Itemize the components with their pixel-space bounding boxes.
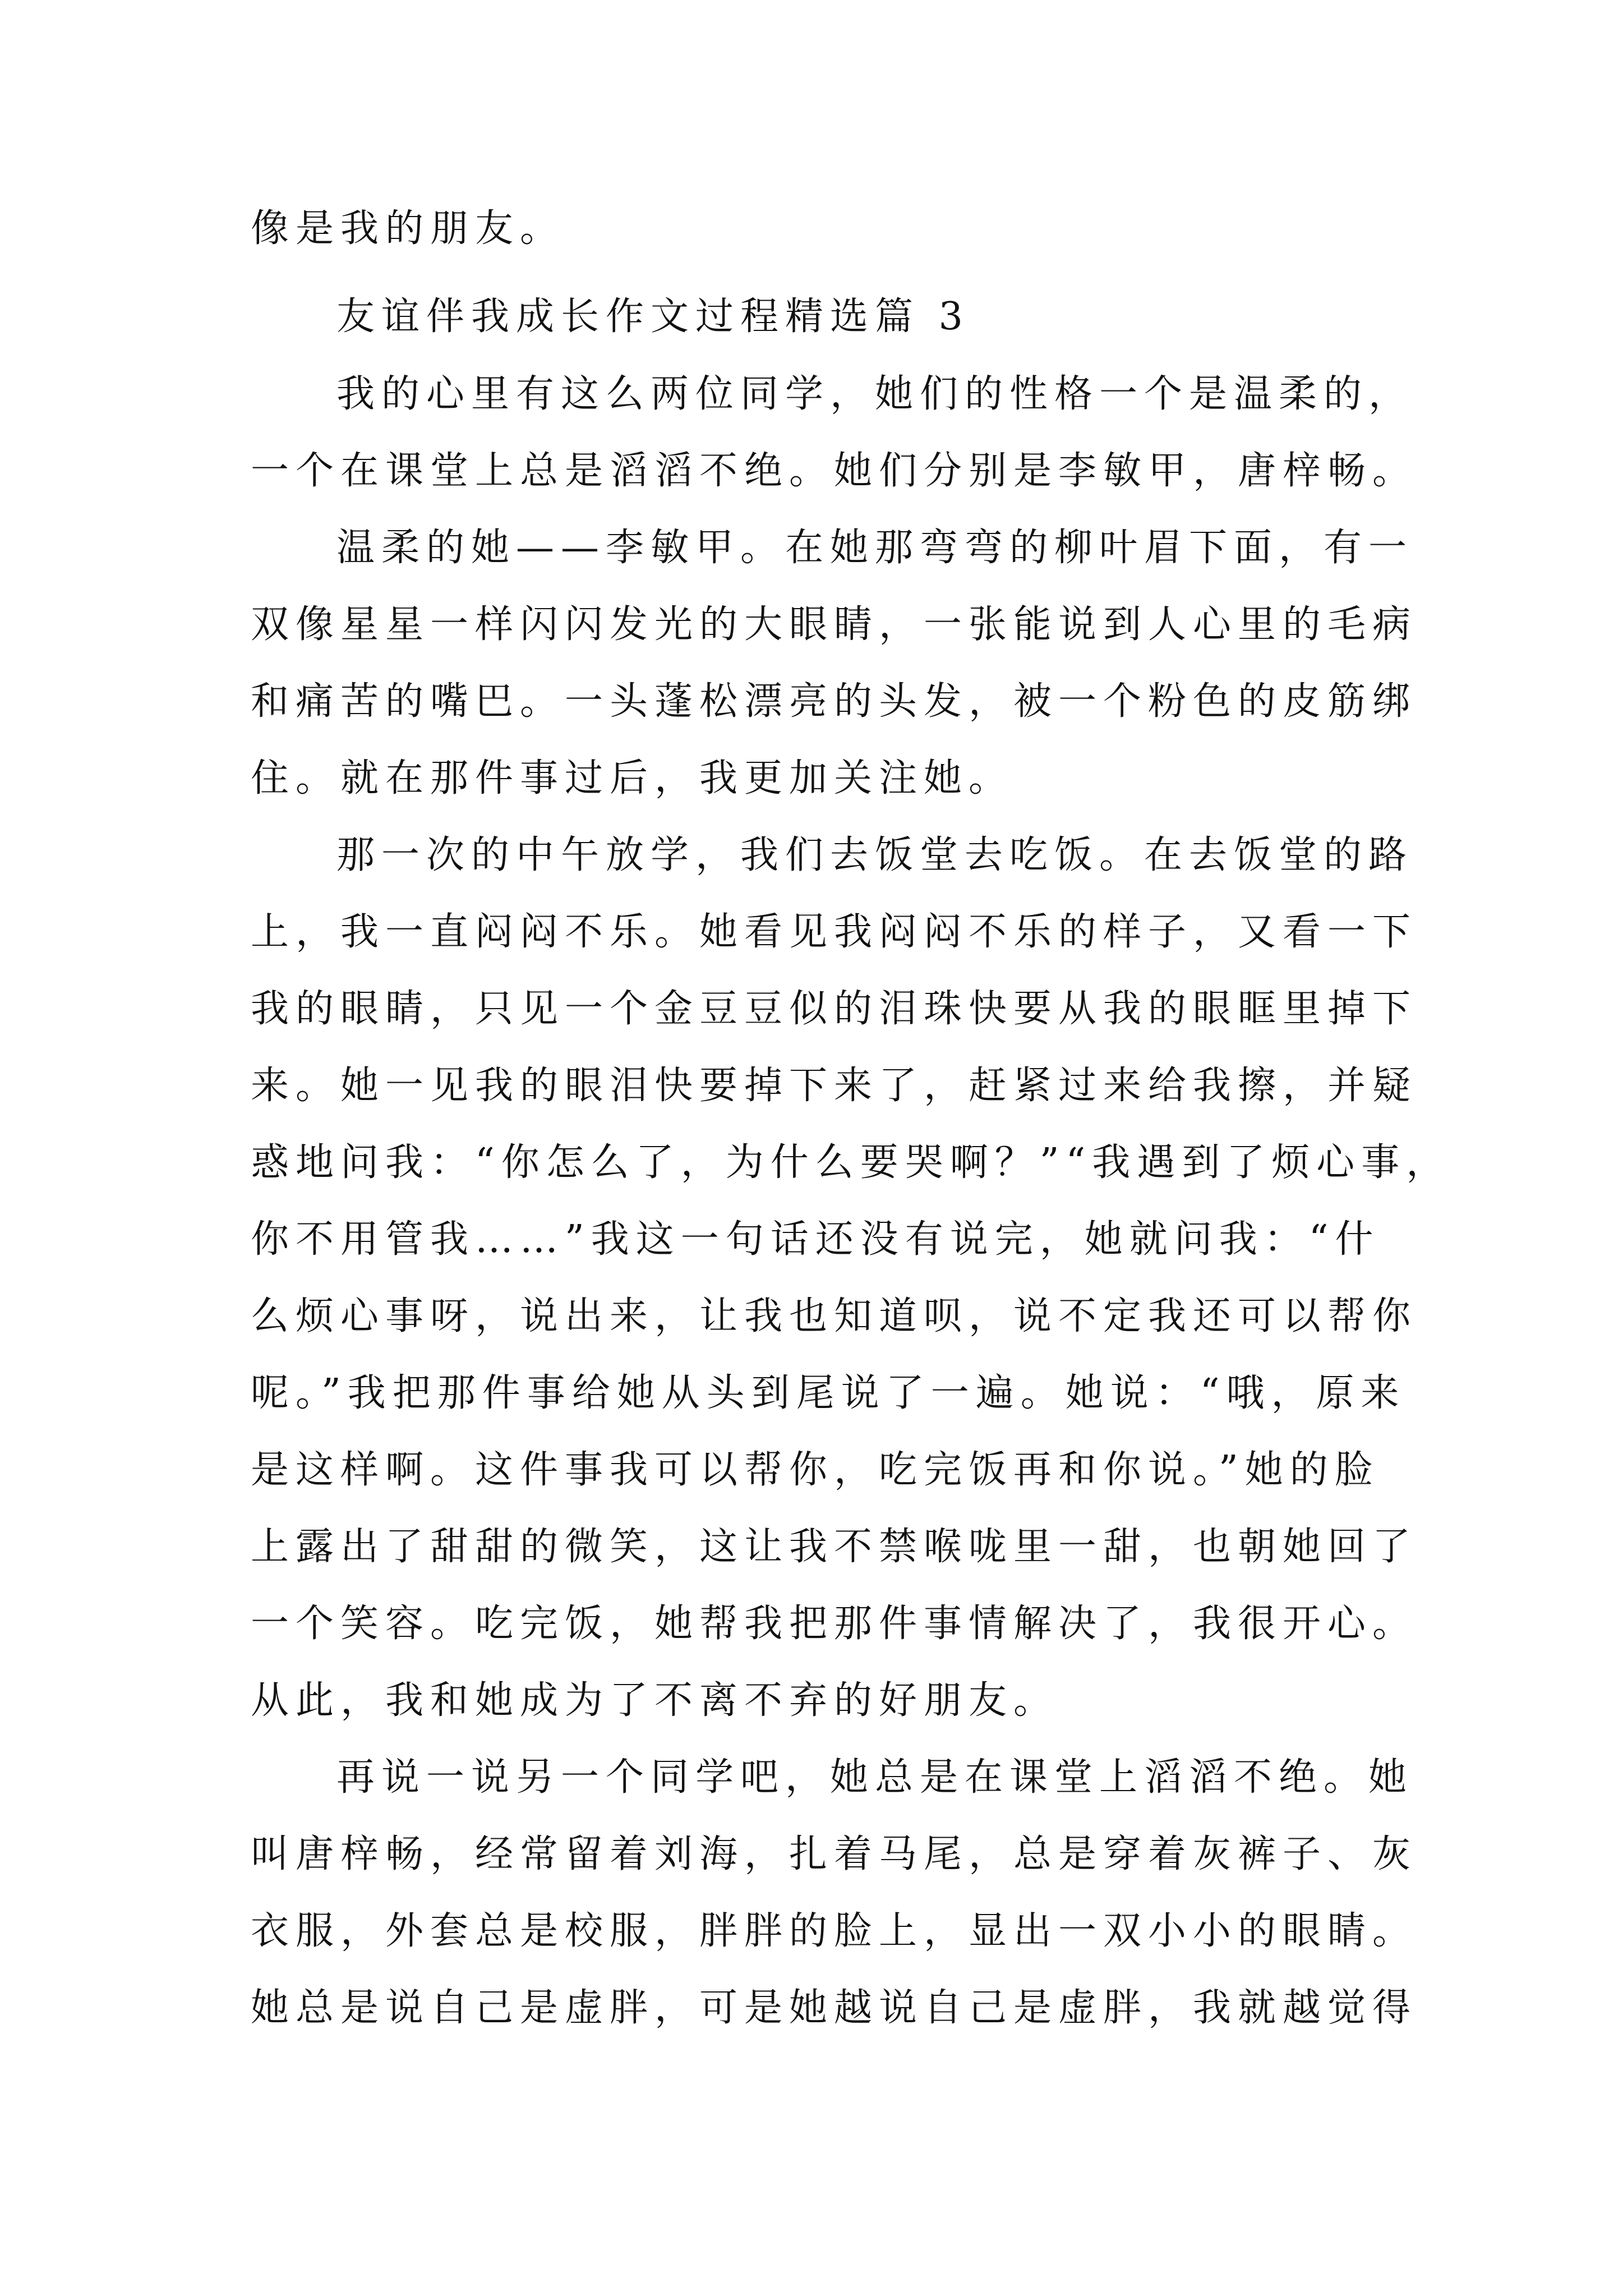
text-line: 上，我一直闷闷不乐。她看见我闷闷不乐的样子，又看一下 (251, 910, 1418, 954)
text-line: 是这样啊。这件事我可以帮你，吃完饭再和你说。”她的脸 (251, 1448, 1380, 1492)
text-line: 叫唐梓畅，经常留着刘海，扎着马尾，总是穿着灰裤子、灰 (251, 1832, 1418, 1876)
text-line: 双像星星一样闪闪发光的大眼睛，一张能说到人心里的毛病 (251, 602, 1418, 647)
text-line: 她总是说自己是虚胖，可是她越说自己是虚胖，我就越觉得 (251, 1986, 1418, 2030)
text-line: 住。就在那件事过后，我更加关注她。 (251, 756, 1014, 800)
text-line: 惑地问我：“你怎么了，为什么要哭啊？”“我遇到了烦心事， (251, 1140, 1451, 1185)
text-line: 你不用管我……”我这一句话还没有说完，她就问我：“什 (251, 1217, 1380, 1262)
text-line: 像是我的朋友。 (251, 206, 565, 251)
text-line: 温柔的她——李敏甲。在她那弯弯的柳叶眉下面，有一 (336, 526, 1414, 570)
text-line: 么烦心事呀，说出来，让我也知道呗，说不定我还可以帮你 (251, 1294, 1418, 1338)
text-line: 上露出了甜甜的微笑，这让我不禁喉咙里一甜，也朝她回了 (251, 1525, 1418, 1569)
text-line: 和痛苦的嘴巴。一头蓬松漂亮的头发，被一个粉色的皮筋绑 (251, 679, 1418, 724)
text-line: 一个笑容。吃完饭，她帮我把那件事情解决了，我很开心。 (251, 1602, 1418, 1646)
text-line: 从此，我和她成为了不离不弃的好朋友。 (251, 1678, 1059, 1723)
text-line: 呢。”我把那件事给她从头到尾说了一遍。她说：“哦，原来 (251, 1371, 1406, 1415)
text-line: 再说一说另一个同学吧，她总是在课堂上滔滔不绝。她 (336, 1755, 1414, 1800)
text-line: 我的眼睛，只见一个金豆豆似的泪珠快要从我的眼眶里掉下 (251, 987, 1418, 1031)
text-line: 那一次的中午放学，我们去饭堂去吃饭。在去饭堂的路 (336, 833, 1414, 877)
text-line: 衣服，外套总是校服，胖胖的脸上，显出一双小小的眼睛。 (251, 1909, 1418, 1953)
text-line: 我的心里有这么两位同学，她们的性格一个是温柔的， (336, 372, 1414, 416)
text-line: 来。她一见我的眼泪快要掉下来了，赶紧过来给我擦，并疑 (251, 1064, 1418, 1108)
section-heading: 友谊伴我成长作文过程精选篇 3 (336, 295, 970, 339)
text-line: 一个在课堂上总是滔滔不绝。她们分别是李敏甲，唐梓畅。 (251, 449, 1418, 493)
